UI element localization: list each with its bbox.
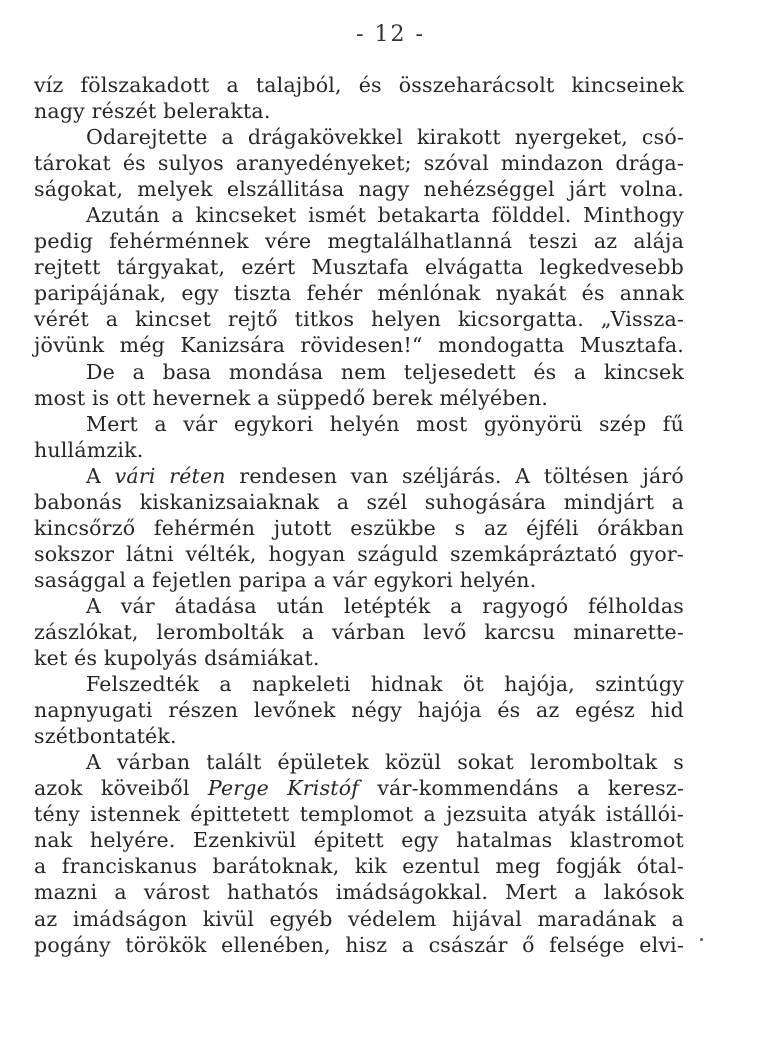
text-run: nagy részét belerakta. [34,99,271,124]
text-run: paripájának, egy tiszta fehér ménlónak nyakát és annak [34,281,684,306]
text-line [34,723,684,749]
text-run: azok köveiből [34,776,208,801]
text-run: napnyugati részen levőnek négy hajója és az egész hid [34,698,684,723]
italic-text-run: vári réten [114,463,226,488]
text-run: zászlókat, lerombolták a várban levő karcsu minarette- [34,619,684,644]
text-run: most is ott hevernek a süppedő berek mélyében. [34,385,549,410]
text-line [34,671,684,697]
text-line [34,124,684,150]
text-run: tény istennek épittetett templomot a jezsuita atyák istállói- [34,802,684,827]
text-line [34,619,684,645]
text-run: az imádságon kivül egyéb védelem hijával maradának a [34,906,684,931]
text-line [34,385,684,411]
text-line [34,306,684,332]
text-run: Mert a vár egykori helyén most gyönyörü szép fű [86,411,684,436]
text-line [34,150,684,176]
text-run: sokszor látni vélték, hogyan száguld szemkápráztató gyor- [34,541,684,566]
text-line [34,567,684,593]
text-line [34,359,684,385]
text-line [34,697,684,723]
text-line [34,332,684,358]
text-run: pedig fehérménnek vére megtalálhatlanná teszi az alája [34,229,684,254]
text-line [34,515,684,541]
text-run: Felszedték a napkeleti hidnak öt hajója, szintúgy [86,672,684,697]
page-number: - 12 - [356,22,425,47]
text-line [34,202,684,228]
text-line [34,489,684,515]
body-text [34,72,684,958]
text-line [34,98,684,124]
text-run: tárokat és sulyos aranyedényeket; szóval mindazon drága- [34,151,684,176]
text-line [34,801,684,827]
text-run: A vár átadása után letépték a ragyogó félholdas [86,593,684,618]
text-line [34,775,684,801]
italic-text-run: Perge Kristóf [207,776,360,801]
text-run: pogány törökök ellenében, hisz a császár ő felsége elvi- [34,932,684,957]
text-run: ságokat, melyek elszállitása nagy nehézséggel járt volna. [34,177,684,202]
text-run: Azután a kincseket ismét betakarta földdel. Minthogy [86,203,684,228]
text-run: vár-kommendáns a keresz- [359,776,684,801]
text-run: jövünk még Kanizsára rövidesen!“ mondogatta Musztafa. [34,333,684,358]
text-line [34,932,684,958]
text-line [34,72,684,98]
text-run: sasággal a fejetlen paripa a vár egykori helyén. [34,567,537,592]
text-run: nak helyére. Ezenkivül épitett egy hatalmas klastromot [34,828,684,853]
text-line [34,254,684,280]
text-run: ket és kupolyás dsámiákat. [34,646,320,671]
text-line [34,827,684,853]
text-line [34,853,684,879]
text-line [34,176,684,202]
text-run: rendesen van széljárás. A töltésen járó [225,463,684,488]
text-run: kincsőrző fehérmén jutott eszükbe s az éjféli órákban [34,515,684,540]
text-run: vérét a kincset rejtő titkos helyen kicsorgatta. „Vissza- [34,307,684,332]
text-run: hullámzik. [34,437,144,462]
text-run: szétbontaték. [34,724,177,749]
text-line [34,463,684,489]
text-line [34,645,684,671]
text-line [34,411,684,437]
text-line [34,280,684,306]
text-run: De a basa mondása nem teljesedett és a kincsek [86,359,684,384]
text-line [34,228,684,254]
text-run: A várban talált épületek közül sokat leromboltak s [86,750,684,775]
text-run: Odarejtette a drágakövekkel kirakott nyergeket, csó- [86,125,684,150]
text-run: mazni a várost hathatós imádságokkal. Mert a lakósok [34,880,684,905]
text-run: a franciskanus barátoknak, kik ezentul meg fogják ótal- [34,854,684,879]
text-line [34,541,684,567]
text-run: babonás kiskanizsaiaknak a szél suhogására mindjárt a [34,489,684,514]
text-line [34,749,684,775]
print-speck [700,938,703,941]
text-run: A [86,463,115,488]
text-run: rejtett tárgyakat, ezért Musztafa elvágatta legkedvesebb [34,255,684,280]
text-run: víz fölszakadott a talajból, és összeharácsolt kincseinek [34,73,684,97]
text-line [34,906,684,932]
text-line [34,593,684,619]
text-line [34,879,684,905]
text-line [34,437,684,463]
